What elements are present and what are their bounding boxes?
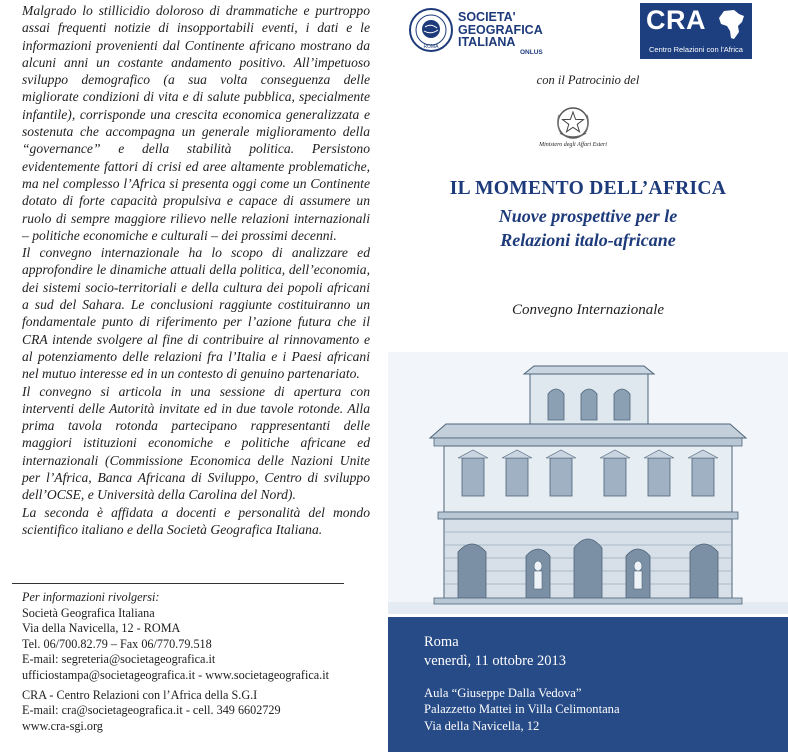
sgi-address: Via della Navicella, 12 - ROMA: [22, 621, 181, 636]
paragraph-purpose: Il convegno internazionale ha lo scopo di analizzare ed approfondire le dinamiche attuali della politica, dell’economia, dei sistemi socio-territoriali e della cultura dei popoli africani a sud del Sahara. Le conclusioni raggiunte costituiranno un fondamentale punto di riferimento per l’azione futura che il CRA intende svolgere al fine di contribuire al rinnovamento e al potenziamento delle relazioni fra l’Italia e i Paesi africani nel mutuo interesse ed in un contesto di genuino partenariato.: [22, 245, 370, 382]
right-column: [388, 0, 788, 752]
cra-acronym: CRA: [646, 5, 706, 35]
africa-map-icon: [718, 8, 746, 42]
subtitle-line-2: Relazioni italo-africane: [500, 230, 676, 250]
event-subtitle: [388, 204, 788, 252]
palazzetto-engraving-image: [388, 352, 788, 614]
cra-name: CRA - Centro Relazioni con l’Africa della S.G.I: [22, 687, 258, 702]
paragraph-structure: Il convegno si articola in una sessione di apertura con interventi delle Autorità invitate ed in due tavole rotonde. Alla prima tavola rotonda partecipano rappresentanti delle maggiori istituzioni economiche e politiche africane ed internazionali (Commissione Economica delle Nazioni Unite per l’Africa, Banca Africana di Sviluppo, Centro di sviluppo dell’OCSE, e Università della Carolina del Nord).: [22, 383, 370, 503]
paragraph-second-panel: La seconda è affidata a docenti e personalità del mondo scientifico italiano e della Società Geografica Italiana.: [22, 504, 370, 537]
event-info-panel: [388, 617, 788, 752]
contact-info: [22, 590, 372, 734]
body-text: [22, 2, 370, 538]
event-city: Roma: [424, 634, 459, 650]
ministry-caption: Ministero degli Affari Esteri: [539, 142, 607, 148]
svg-text:ROMA: ROMA: [423, 44, 439, 50]
sgi-wordmark: [458, 11, 543, 49]
divider: [12, 583, 344, 584]
sgi-onlus: ONLUS: [520, 49, 543, 56]
sgi-email[interactable]: E-mail: segreteria@societageografica.it: [22, 652, 216, 667]
event-venue: [424, 685, 620, 734]
left-column: [0, 0, 372, 752]
sgi-name: Società Geografica Italiana: [22, 605, 155, 620]
event-type: Convegno Internazionale: [511, 302, 665, 318]
event-date: venerdì, 11 ottobre 2013: [424, 653, 567, 669]
venue-line-1: Aula “Giuseppe Dalla Vedova”: [424, 686, 582, 700]
venue-line-3: Via della Navicella, 12: [424, 718, 540, 733]
sgi-wordmark-line3: ITALIANA: [458, 35, 516, 49]
cra-website[interactable]: www.cra-sgi.org: [22, 718, 103, 733]
sgi-wordmark-line1: SOCIETA': [458, 10, 516, 24]
subtitle-line-1: Nuove prospettive per le: [498, 206, 678, 226]
sgi-press-web[interactable]: ufficiostampa@societageografica.it - www.societageografica.it: [22, 667, 329, 682]
paragraph-intro: Malgrado lo stillicidio doloroso di drammatiche e purtroppo assai frequenti notizie di insopportabili eventi, i dati e le informazioni provenienti dal Continente africano mostrano da alcuni anni un costante andamento positivo. All’impetuoso sviluppo demografico (a sua volta conseguenza delle migliorate condizioni di vita e di salute pubblica, specialmente infantile), corrisponde una crescita economica generalizzata e sostenuta che accompagna un generale miglioramento della “governance” e della stabilità politica. Persistono evidentemente fattori di crisi ed aree altamente problematiche, ma nel complesso l’Africa si presenta oggi come un Continente dotato di forte capacità propulsiva e capace di assumere un ruolo di sempre maggiore rilievo nelle relazioni internazionali – politiche economiche e culturali – dei prossimi decenni.: [22, 3, 370, 243]
cra-email[interactable]: E-mail: cra@societageografica.it - cell. 349 6602729: [22, 703, 281, 718]
sgi-logo: [408, 7, 558, 57]
sgi-phone: Tel. 06/700.82.79 – Fax 06/770.79.518: [22, 636, 212, 651]
sgi-wordmark-line2: GEOGRAFICA: [458, 22, 543, 37]
event-title: IL MOMENTO DELL’AFRICA: [449, 178, 727, 199]
cra-logo: [640, 3, 752, 59]
italian-republic-emblem-icon: [553, 103, 593, 143]
patronage-text: con il Patrocinio del: [536, 73, 640, 87]
sgi-seal-icon: [408, 7, 454, 53]
contact-heading: Per informazioni rivolgersi:: [22, 590, 160, 604]
venue-line-2: Palazzetto Mattei in Villa Celimontana: [424, 702, 620, 717]
cra-subtitle: Centro Relazioni con l'Africa: [649, 45, 743, 54]
